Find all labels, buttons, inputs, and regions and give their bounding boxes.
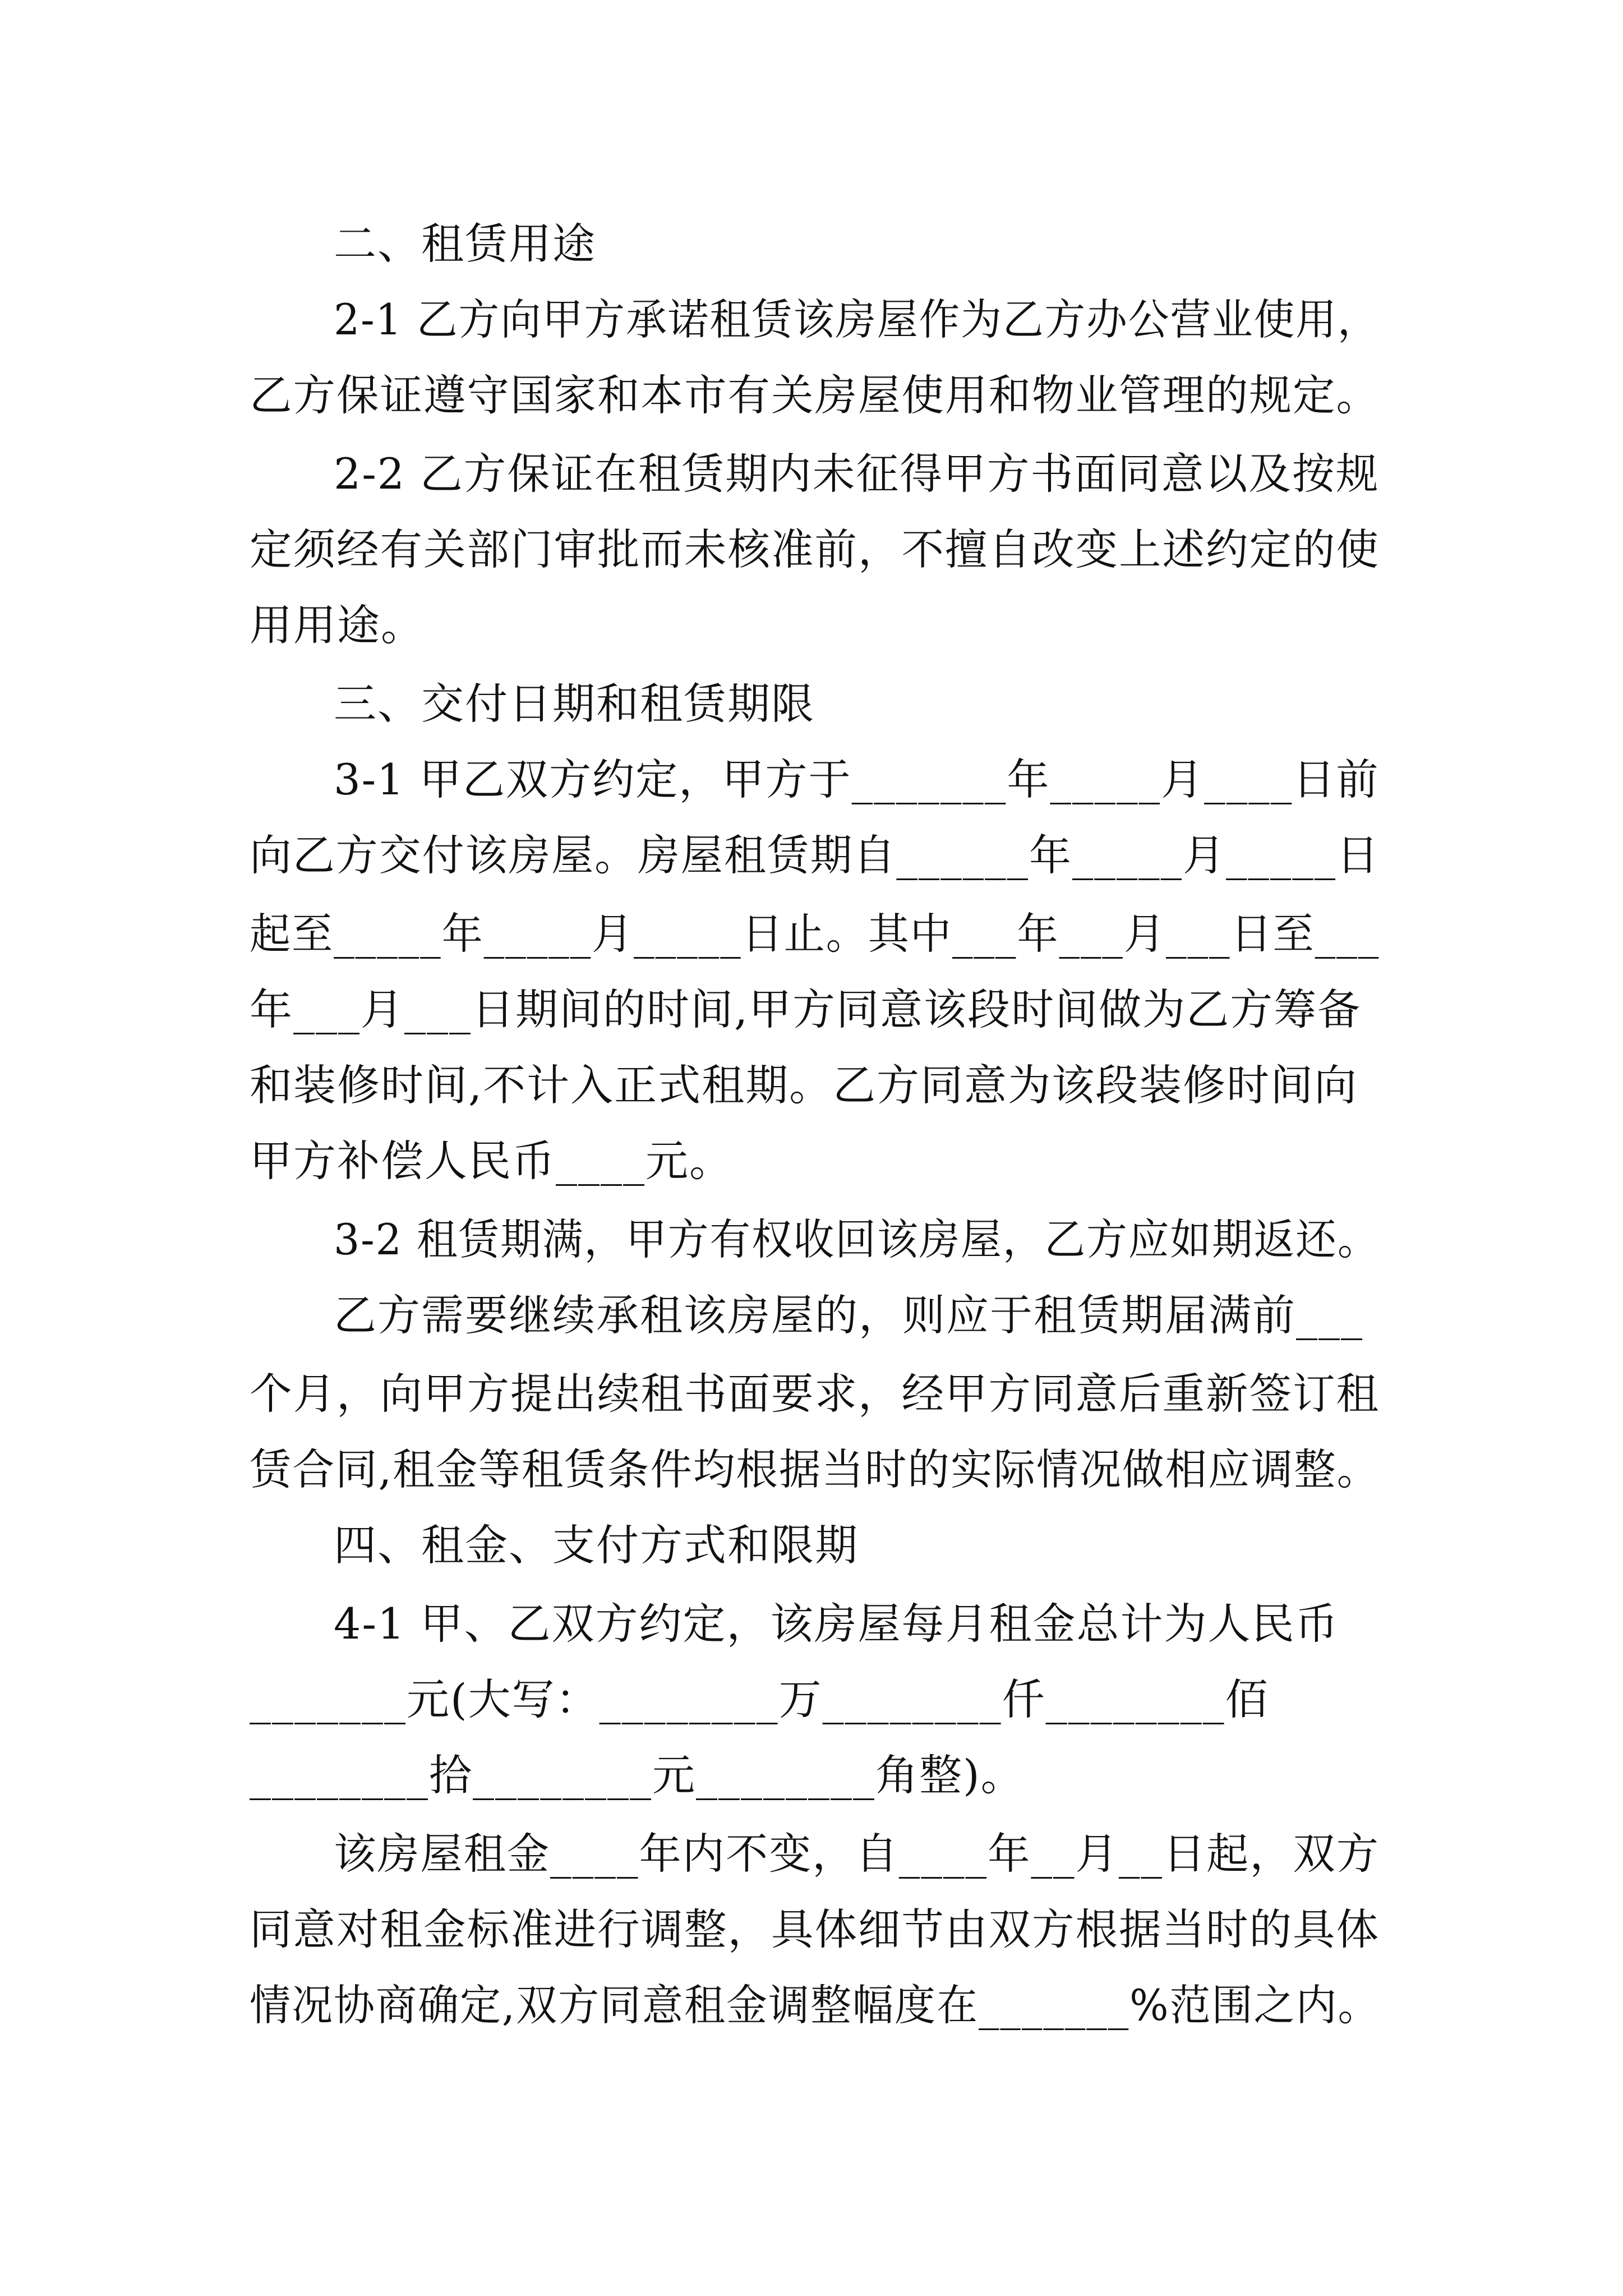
clause-3-1-line-4: 年___月___日期间的时间,甲方同意该段时间做为乙方筹备 bbox=[250, 984, 1362, 1034]
clause-4-1-line-2: _______元(大写：________万________仟________佰 bbox=[250, 1674, 1269, 1724]
clause-2-1-line-2: 乙方保证遵守国家和本市有关房屋使用和物业管理的规定。 bbox=[250, 370, 1380, 420]
section-heading-rent-payment: 四、租金、支付方式和限期 bbox=[334, 1520, 859, 1570]
rent-adjustment-line-2: 同意对租金标准进行调整，具体细节由双方根据当时的具体 bbox=[250, 1904, 1380, 1954]
rent-adjustment-line-3: 情况协商确定,双方同意租金调整幅度在_______%范围之内。 bbox=[250, 1980, 1380, 2030]
clause-2-1-line-1: 2-1 乙方向甲方承诺租赁该房屋作为乙方办公营业使用， bbox=[334, 295, 1380, 344]
clause-3-1-line-5: 和装修时间,不计入正式租期。乙方同意为该段装修时间向 bbox=[250, 1060, 1358, 1110]
clause-3-1-line-3: 起至_____年_____月_____日止。其中___年___月___日至___ bbox=[250, 909, 1380, 959]
clause-3-1-line-1: 3-1 甲乙双方约定，甲方于_______年_____月____日前 bbox=[334, 754, 1380, 804]
clause-2-2-line-1: 2-2 乙方保证在租赁期内未征得甲方书面同意以及按规 bbox=[334, 449, 1380, 499]
clause-3-1-line-6: 甲方补偿人民币____元。 bbox=[250, 1136, 733, 1186]
clause-3-1-line-2: 向乙方交付该房屋。房屋租赁期自______年_____月_____日 bbox=[250, 830, 1380, 880]
clause-3-2-line-1: 3-2 租赁期满，甲方有权收回该房屋，乙方应如期返还。 bbox=[334, 1214, 1380, 1264]
clause-4-1-line-3: ________拾________元________角整)。 bbox=[250, 1750, 1025, 1800]
section-heading-delivery-and-term: 三、交付日期和租赁期限 bbox=[334, 679, 815, 729]
clause-2-2-line-3: 用用途。 bbox=[250, 600, 425, 650]
rent-adjustment-line-1: 该房屋租金____年内不变，自____年__月__日起，双方 bbox=[334, 1829, 1380, 1879]
clause-4-1-line-1: 4-1 甲、乙双方约定，该房屋每月租金总计为人民币 bbox=[334, 1599, 1339, 1649]
renewal-paragraph-line-3: 赁合同,租金等租赁条件均根据当时的实际情况做相应调整。 bbox=[250, 1444, 1380, 1494]
section-heading-rental-purpose: 二、租赁用途 bbox=[334, 219, 596, 269]
renewal-paragraph-line-2: 个月，向甲方提出续租书面要求，经甲方同意后重新签订租 bbox=[250, 1369, 1380, 1419]
clause-2-2-line-2: 定须经有关部门审批而未核准前，不擅自改变上述约定的使 bbox=[250, 524, 1380, 574]
renewal-paragraph-line-1: 乙方需要继续承租该房屋的，则应于租赁期届满前___ bbox=[334, 1290, 1363, 1340]
